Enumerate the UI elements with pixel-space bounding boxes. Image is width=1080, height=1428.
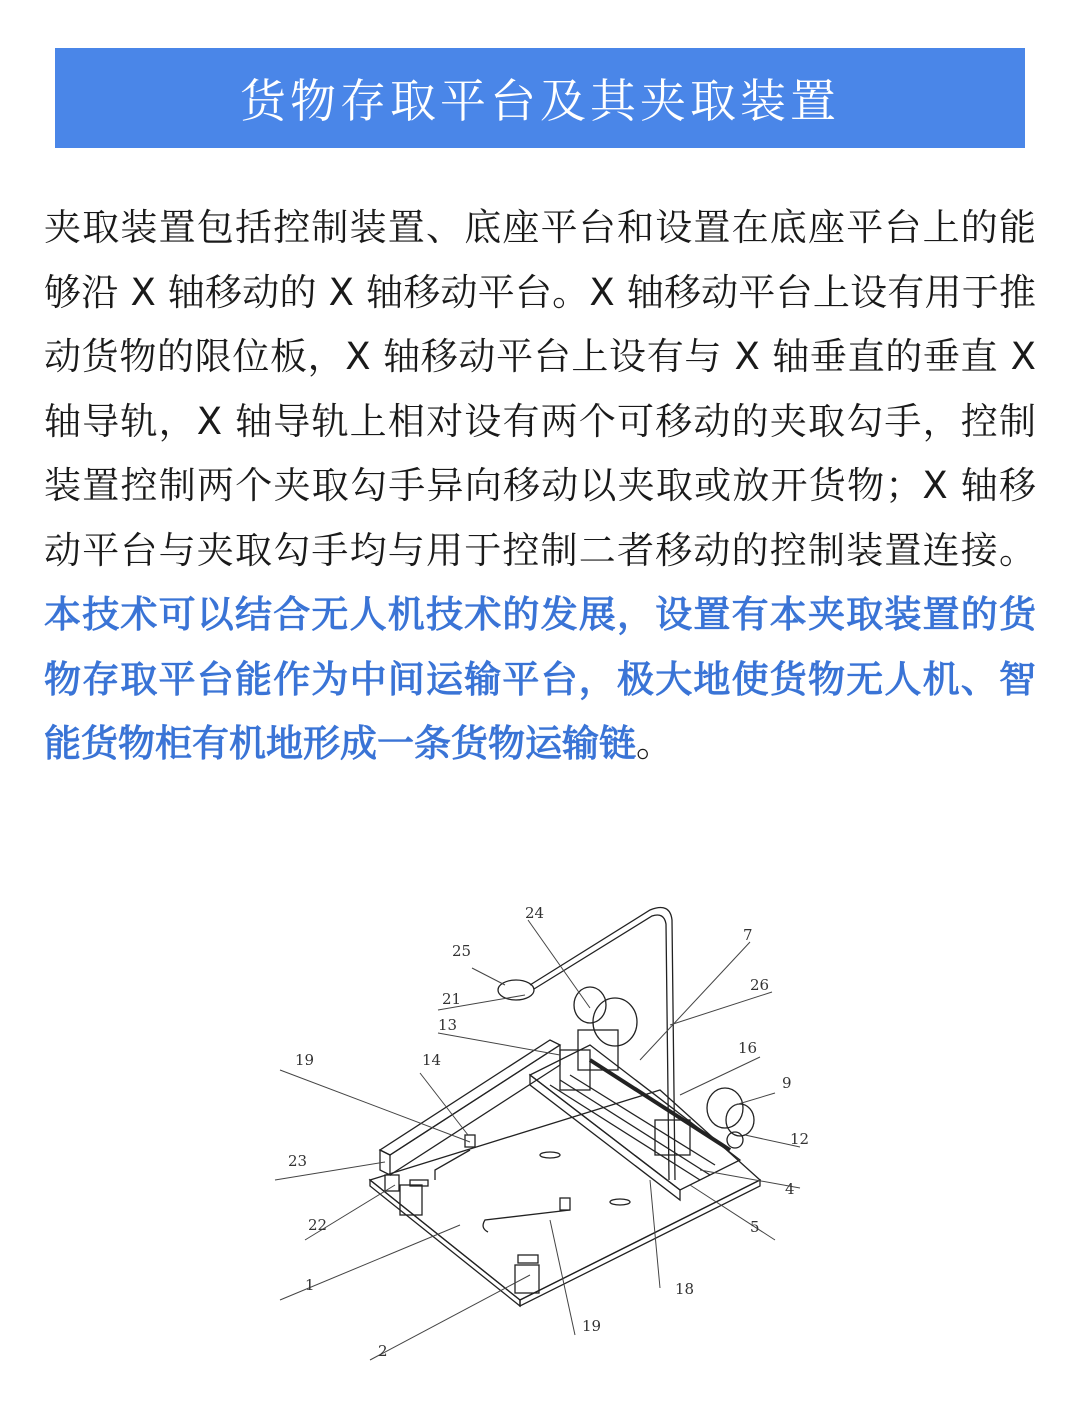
page-title xyxy=(55,48,1025,148)
label-23: 23 xyxy=(288,1152,308,1170)
label-19b: 19 xyxy=(582,1317,602,1335)
body-text-highlight: 本技术可以结合无人机技术的发展，设置有本夹取装置的货物存取平台能作为中间运输平台，极大地使货物无人机、智能货物柜有机地形成一条货物运输链 xyxy=(44,593,1036,765)
label-13: 13 xyxy=(438,1016,458,1034)
patent-drawing-svg xyxy=(260,880,820,1380)
page-title-text: 货物存取平台及其夹取装置 xyxy=(240,74,840,128)
body-paragraph xyxy=(44,196,1036,777)
body-text-end: 。 xyxy=(636,722,673,765)
label-12: 12 xyxy=(790,1130,810,1148)
label-25: 25 xyxy=(452,942,472,960)
label-26: 26 xyxy=(750,976,770,994)
body-text-normal: 夹取装置包括控制装置、底座平台和设置在底座平台上的能够沿 X 轴移动的 X 轴移动平台。X 轴移动平台上设有用于推动货物的限位板，X 轴移动平台上设有与 X 轴垂直的垂直 X 轴导轨，X 轴导轨上相对设有两个可移动的夹取勾手，控制装置控制两个夹取勾手异向移动以夹取或放开货物；X 轴移动平台与夹取勾手均与用于控制二者移动的控制装置连接。 xyxy=(44,206,1036,572)
label-9: 9 xyxy=(782,1074,792,1092)
label-18: 18 xyxy=(675,1280,695,1298)
label-16: 16 xyxy=(738,1039,758,1057)
label-21: 21 xyxy=(442,990,462,1008)
label-24: 24 xyxy=(525,904,545,922)
label-19a: 19 xyxy=(295,1051,315,1069)
label-1: 1 xyxy=(305,1276,315,1294)
label-4: 4 xyxy=(785,1180,795,1198)
patent-drawing xyxy=(260,880,820,1380)
label-5: 5 xyxy=(750,1218,760,1236)
label-22: 22 xyxy=(308,1216,328,1234)
label-14: 14 xyxy=(422,1051,442,1069)
label-2: 2 xyxy=(378,1342,388,1360)
label-7: 7 xyxy=(743,926,753,944)
